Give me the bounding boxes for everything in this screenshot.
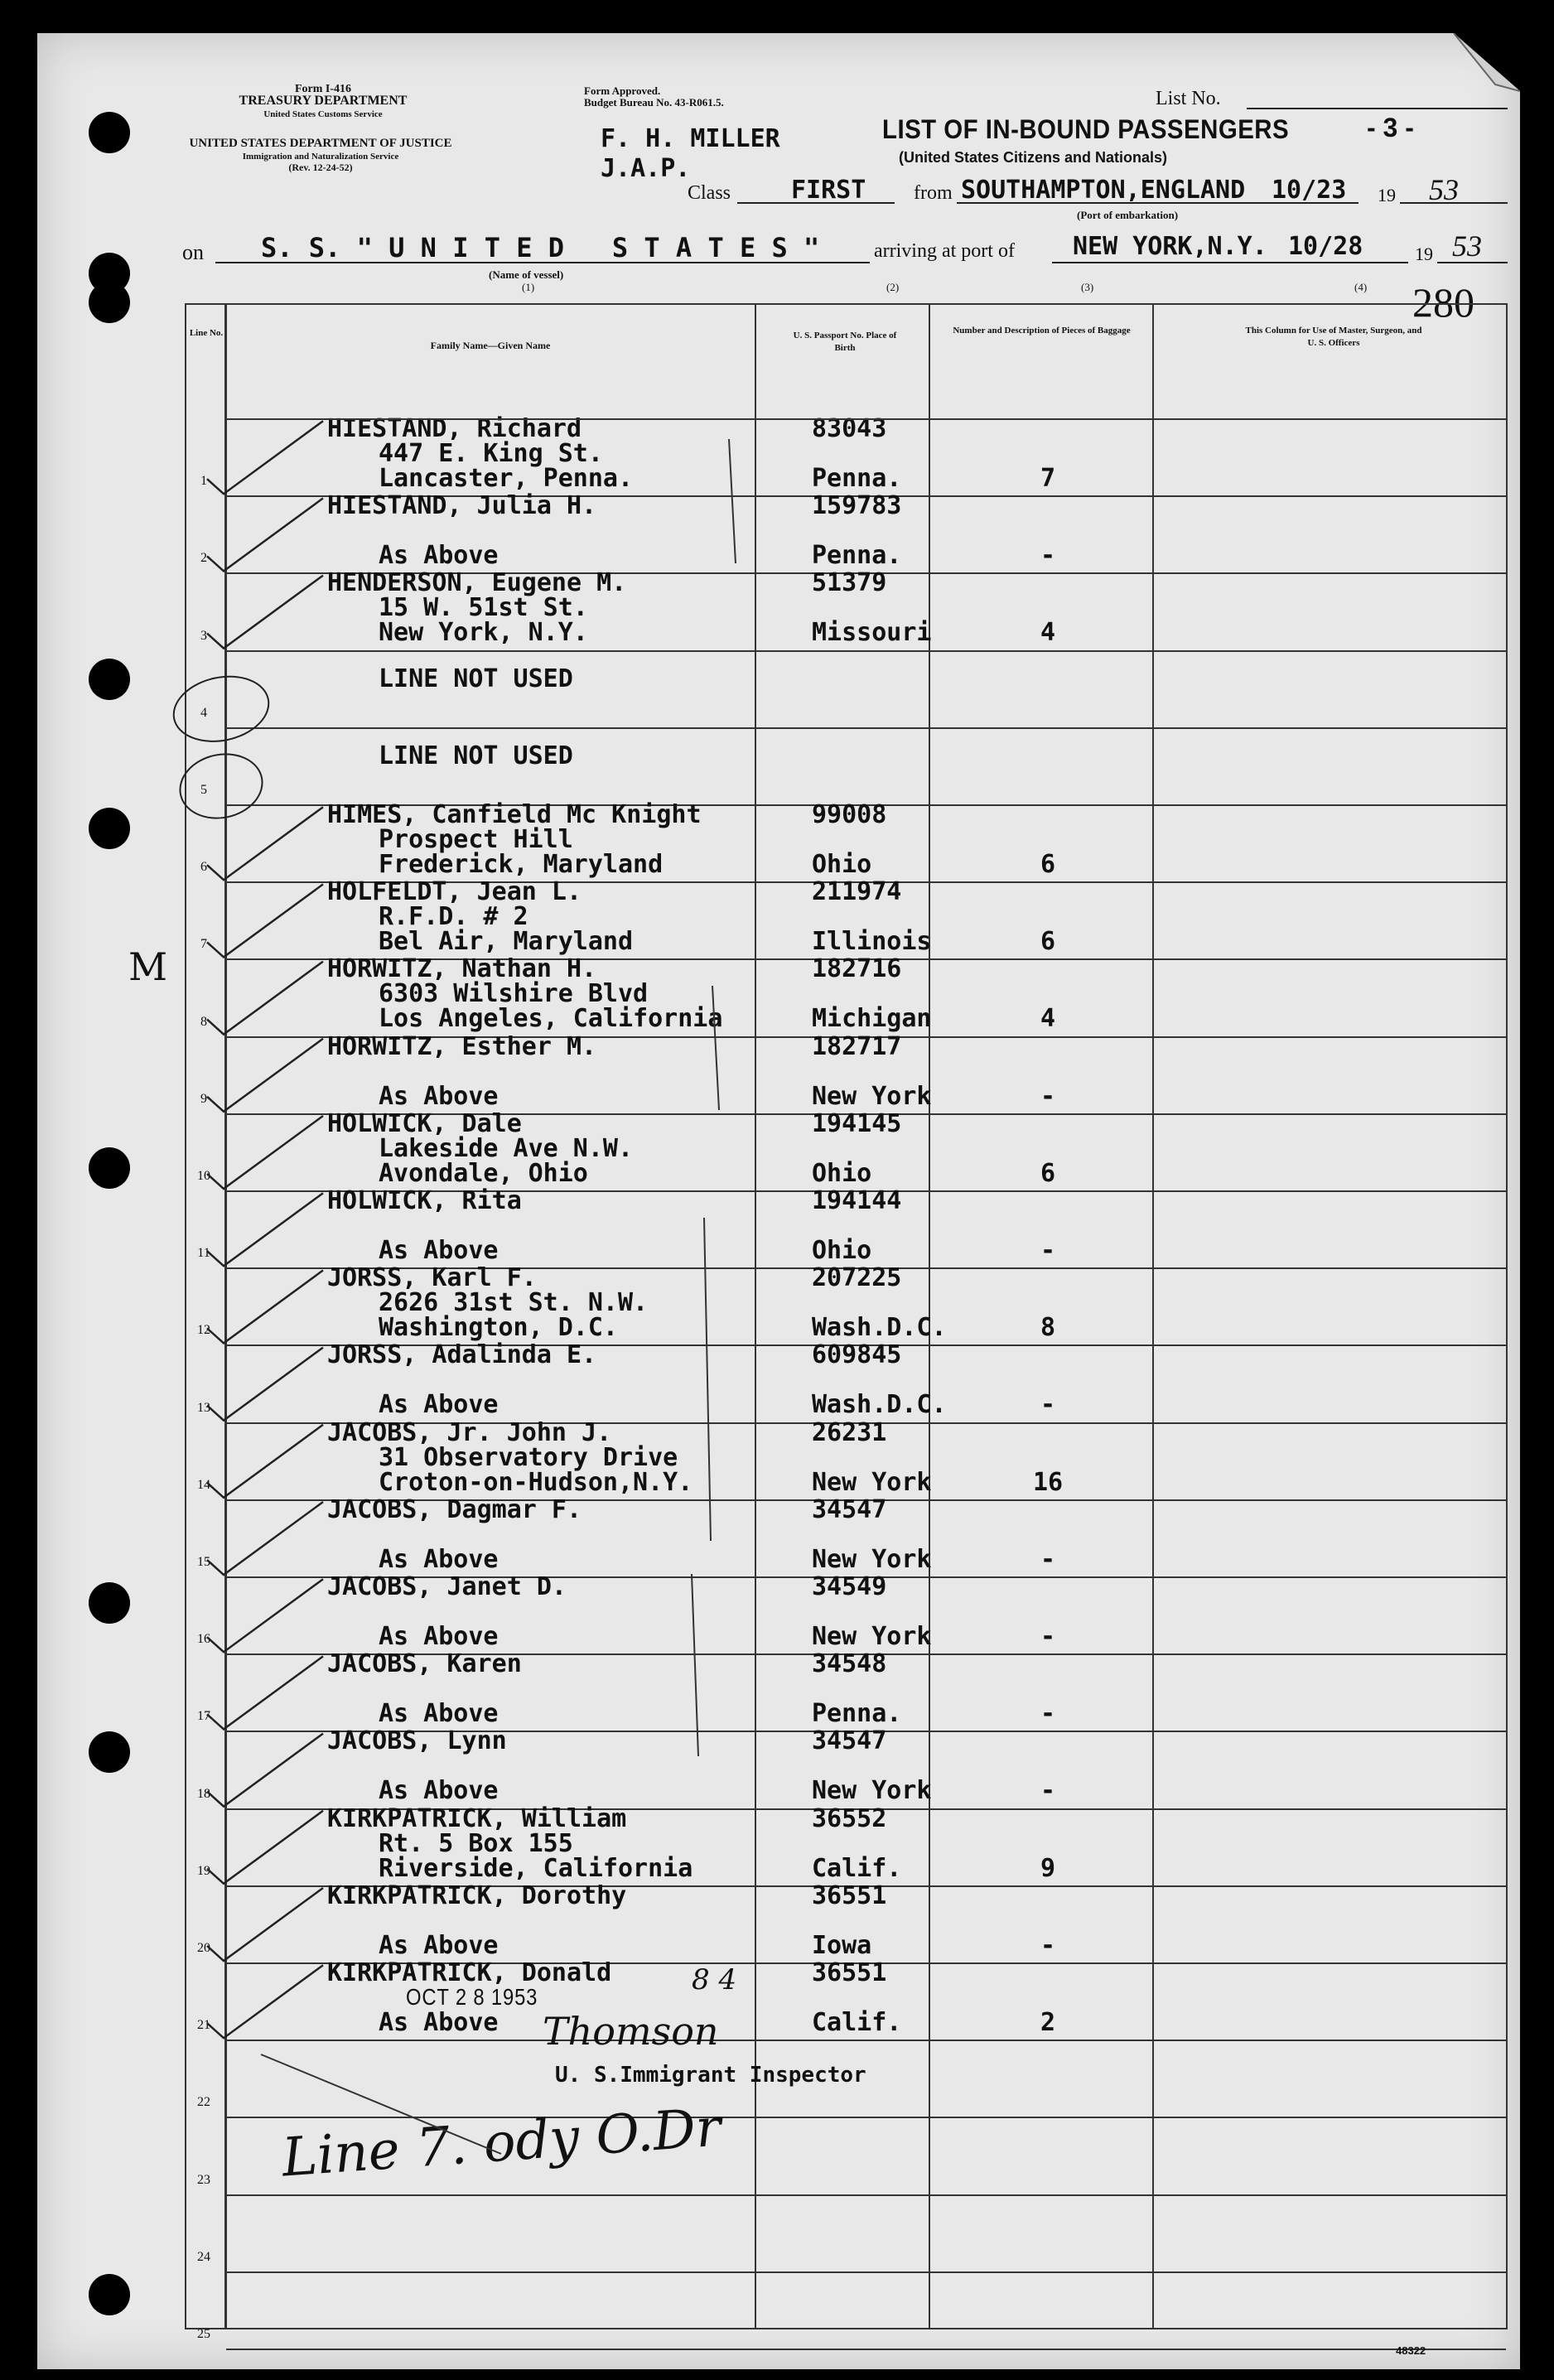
inspector-label: U. S.Immigrant Inspector: [555, 2063, 866, 2088]
class-label: Class: [688, 182, 731, 204]
place-of-birth: Missouri: [812, 618, 932, 648]
column-number-4: (4): [1354, 281, 1368, 293]
passenger-address-2: As Above: [379, 1622, 499, 1651]
passenger-address-2: As Above: [379, 1544, 499, 1574]
passenger-name: HIMES, Canfield Mc Knight: [327, 800, 702, 829]
passenger-address-2: Croton-on-Hudson,N.Y.: [379, 1467, 693, 1497]
check-mark: [207, 576, 323, 649]
check-mark: [207, 1579, 323, 1652]
column-number-1: (1): [522, 281, 535, 293]
vessel-name: S. S. " U N I T E D S T A T E S ": [261, 232, 820, 263]
place-of-birth: New York: [812, 1467, 932, 1497]
baggage-count: 7: [1040, 464, 1056, 493]
baggage-count: -: [1040, 1544, 1056, 1574]
passport-number: 51379: [812, 568, 887, 598]
passenger-address-2: Avondale, Ohio: [379, 1158, 588, 1188]
vessel-caption: (Name of vessel): [489, 268, 564, 281]
check-mark: [207, 1656, 323, 1729]
passenger-address-2: As Above: [379, 1776, 499, 1806]
treasury-dept: TREASURY DEPARTMENT: [239, 94, 408, 108]
line-number: 21: [197, 2018, 210, 2033]
passport-number: 34548: [812, 1649, 887, 1679]
from-label: from: [914, 182, 953, 204]
place-of-birth: Penna.: [812, 541, 902, 571]
baggage-count: -: [1040, 1776, 1056, 1806]
line-number: 2: [200, 551, 207, 566]
place-of-birth: Wash.D.C.: [812, 1390, 947, 1420]
margin-mark: M: [128, 944, 168, 989]
line-number: 4: [200, 705, 207, 720]
check-mark: [207, 1039, 323, 1112]
passport-number: 34549: [812, 1572, 887, 1601]
passenger-name: HIESTAND, Julia H.: [327, 491, 597, 521]
passport-number: 194144: [812, 1186, 902, 1215]
baggage-count: -: [1040, 1622, 1056, 1651]
passenger-name: HENDERSON, Eugene M.: [327, 568, 627, 598]
check-mark: [207, 1425, 323, 1498]
passenger-address-2: Frederick, Maryland: [379, 850, 664, 879]
baggage-count: -: [1040, 1699, 1056, 1729]
baggage-count: 8: [1040, 1313, 1056, 1343]
place-of-birth: New York: [812, 1622, 932, 1651]
cancel-stroke: [261, 2054, 501, 2154]
header-name: Family Name—Given Name: [430, 340, 551, 351]
line-number: 16: [197, 1632, 210, 1647]
line-number: 13: [197, 1400, 210, 1415]
passenger-address-1: LINE NOT USED: [379, 664, 573, 693]
revision: (Rev. 12-24-52): [288, 162, 353, 173]
passenger-address-2: Los Angeles, California: [379, 1004, 723, 1034]
passport-number: 99008: [812, 800, 887, 829]
passenger-address-2: As Above: [379, 541, 499, 571]
line-number: 24: [197, 2249, 210, 2264]
place-of-birth: New York: [812, 1081, 932, 1111]
passenger-address-1: 31 Observatory Drive: [379, 1442, 678, 1472]
passenger-address-2: Washington, D.C.: [379, 1313, 618, 1343]
passenger-address-1: 15 W. 51st St.: [379, 593, 588, 623]
check-mark: [207, 1348, 323, 1421]
passenger-name: JACOBS, Lynn: [327, 1726, 507, 1756]
year-prefix: 19: [1378, 185, 1396, 205]
check-mark: [207, 1193, 323, 1266]
baggage-count: -: [1040, 541, 1056, 571]
baggage-count: 16: [1032, 1467, 1064, 1497]
place-of-birth: Calif.: [812, 1853, 902, 1883]
arrival-port: NEW YORK,N.Y.: [1073, 232, 1267, 261]
place-of-birth: Calif.: [812, 2008, 902, 2037]
place-of-birth: Michigan: [812, 1004, 932, 1034]
baggage-count: 9: [1040, 1853, 1056, 1883]
passport-number: 83043: [812, 414, 887, 443]
passenger-address-2: As Above: [379, 1081, 499, 1111]
place-of-birth: Ohio: [812, 1236, 872, 1265]
circle-mark: [167, 669, 274, 750]
arrival-year: 53: [1452, 229, 1482, 263]
passenger-name: HIESTAND, Richard: [327, 414, 582, 443]
passenger-address-2: As Above: [379, 1236, 499, 1265]
passenger-address-1: 447 E. King St.: [379, 439, 603, 468]
pen-stroke: [712, 986, 719, 1110]
passport-number: 36551: [812, 1880, 887, 1910]
line-number: 12: [197, 1323, 210, 1338]
embark-year: 53: [1429, 173, 1459, 206]
arrival-date: 10/28: [1288, 232, 1363, 261]
passport-number: 26231: [812, 1417, 887, 1447]
line-number: 22: [197, 2095, 210, 2110]
passenger-name: JACOBS, Dagmar F.: [327, 1494, 582, 1524]
place-of-birth: New York: [812, 1776, 932, 1806]
passport-number: 34547: [812, 1726, 887, 1756]
line-number: 18: [197, 1786, 210, 1801]
baggage-count: 4: [1040, 618, 1056, 648]
passenger-address-2: Riverside, California: [379, 1853, 693, 1883]
embark-date: 10/23: [1272, 176, 1347, 205]
line-number: 15: [197, 1555, 210, 1569]
ins-service: Immigration and Naturalization Service: [242, 152, 399, 162]
place-of-birth: New York: [812, 1544, 932, 1574]
passport-number: 182717: [812, 1031, 902, 1061]
manifest-subtitle: (United States Citizens and Nationals): [899, 149, 1168, 166]
on-label: on: [182, 240, 204, 264]
inspector-signature: Thomson: [543, 2009, 719, 2054]
line-number: 14: [197, 1477, 210, 1492]
place-of-birth: Wash.D.C.: [812, 1313, 947, 1343]
line-number: 10: [197, 1169, 210, 1183]
passport-number: 159783: [812, 491, 902, 521]
passenger-name: HOLWICK, Dale: [327, 1108, 522, 1138]
line-number: 1: [200, 474, 207, 489]
passport-number: 182716: [812, 954, 902, 984]
year-prefix: 19: [1415, 244, 1433, 264]
passenger-address-2: Bel Air, Maryland: [379, 927, 634, 957]
passenger-address-1: Lakeside Ave N.W.: [379, 1133, 634, 1163]
passenger-name: KIRKPATRICK, Donald: [327, 1958, 612, 1987]
passenger-address-1: Prospect Hill: [379, 825, 573, 854]
passenger-address-2: As Above: [379, 2008, 499, 2037]
arrival-stamp: OCT 2 8 1953: [406, 1984, 538, 2010]
passenger-name: KIRKPATRICK, William: [327, 1803, 627, 1833]
line-number: 23: [197, 2172, 210, 2187]
port-of-embarkation: SOUTHAMPTON,ENGLAND: [961, 176, 1246, 205]
port-embark-caption: (Port of embarkation): [1077, 209, 1179, 221]
baggage-count: 6: [1040, 1158, 1056, 1188]
arriving-label: arriving at port of: [874, 240, 1015, 262]
list-no-label: List No.: [1156, 88, 1221, 109]
passenger-name: JACOBS, Jr. John J.: [327, 1417, 612, 1447]
justice-dept: UNITED STATES DEPARTMENT OF JUSTICE: [189, 137, 452, 150]
line-number: 19: [197, 1863, 210, 1878]
manifest-title: LIST OF IN-BOUND PASSENGERS: [882, 114, 1290, 144]
check-mark: [207, 962, 323, 1035]
passenger-name: JACOBS, Janet D.: [327, 1572, 567, 1601]
header-line-no: Line No.: [189, 328, 224, 338]
place-of-birth: Ohio: [812, 1158, 872, 1188]
place-of-birth: Penna.: [812, 464, 902, 493]
header-passport: U. S. Passport No. Place of Birth: [793, 331, 897, 353]
column-number-3: (3): [1081, 281, 1094, 293]
circle-mark: [174, 746, 268, 825]
line-number: 9: [200, 1091, 207, 1106]
officer-name: F. H. MILLER: [601, 124, 780, 153]
pen-stroke: [729, 439, 736, 563]
check-mark: [207, 884, 323, 957]
passenger-address-2: New York, N.Y.: [379, 618, 588, 648]
stamp-time: 8 4: [692, 1963, 737, 1996]
passport-number: 211974: [812, 877, 902, 907]
passenger-address-1: 6303 Wilshire Blvd: [379, 979, 649, 1009]
baggage-count: -: [1040, 1081, 1056, 1111]
passenger-address-1: LINE NOT USED: [379, 741, 573, 770]
passport-number: 34547: [812, 1494, 887, 1524]
passenger-address-2: Lancaster, Penna.: [379, 464, 634, 493]
sheet-number: - 3 -: [1367, 113, 1414, 142]
line-number: 3: [200, 628, 207, 643]
passport-number: 609845: [812, 1340, 902, 1370]
officer-initials: J.A.P.: [601, 154, 691, 183]
line-number: 7: [200, 937, 207, 952]
line-number: 11: [197, 1246, 210, 1261]
passport-number: 207225: [812, 1263, 902, 1293]
check-mark: [207, 1270, 323, 1343]
header-officers: This Column for Use of Master, Surgeon, and U. S. Officers: [1245, 326, 1422, 348]
line-number: 8: [200, 1014, 207, 1029]
check-mark: [207, 421, 323, 494]
handwritten-note: Line 7. ody O.Dr: [280, 2097, 723, 2189]
place-of-birth: Iowa: [812, 1930, 872, 1960]
check-mark: [207, 498, 323, 571]
check-mark: [207, 1888, 323, 1961]
column-number-2: (2): [886, 281, 900, 293]
class-value: FIRST: [791, 176, 866, 205]
check-mark: [207, 1734, 323, 1807]
line-number: 25: [197, 2327, 210, 2341]
passenger-address-1: 2626 31st St. N.W.: [379, 1288, 649, 1318]
check-mark: [207, 1965, 323, 2038]
form-number: Form I-416: [294, 83, 352, 95]
baggage-count: -: [1040, 1390, 1056, 1420]
line-number: 5: [200, 783, 207, 797]
check-marks: [37, 33, 1520, 2369]
passport-number: 194145: [812, 1108, 902, 1138]
place-of-birth: Ohio: [812, 850, 872, 879]
baggage-count: 2: [1040, 2008, 1056, 2037]
budget-bureau: Budget Bureau No. 43-R061.5.: [584, 96, 724, 109]
page-number: 280: [1412, 279, 1474, 326]
baggage-count: -: [1040, 1236, 1056, 1265]
place-of-birth: Illinois: [812, 927, 932, 957]
passenger-address-2: As Above: [379, 1930, 499, 1960]
passenger-address-1: Rt. 5 Box 155: [379, 1828, 573, 1858]
passenger-address-1: R.F.D. # 2: [379, 902, 528, 932]
baggage-count: 6: [1040, 927, 1056, 957]
passenger-name: HOLFELDT, Jean L.: [327, 877, 582, 907]
check-mark: [207, 1502, 323, 1575]
passport-number: 36552: [812, 1803, 887, 1833]
passenger-name: KIRKPATRICK, Dorothy: [327, 1880, 627, 1910]
customs-service: United States Customs Service: [263, 109, 383, 119]
passenger-name: HORWITZ, Esther M.: [327, 1031, 597, 1061]
pen-stroke: [692, 1574, 698, 1756]
passenger-address-2: As Above: [379, 1390, 499, 1420]
passenger-address-2: As Above: [379, 1699, 499, 1729]
manifest-page: [37, 33, 1520, 2369]
passenger-name: JACOBS, Karen: [327, 1649, 522, 1679]
place-of-birth: Penna.: [812, 1699, 902, 1729]
passenger-name: JORSS, Adalinda E.: [327, 1340, 597, 1370]
check-mark: [207, 1116, 323, 1189]
passenger-name: HORWITZ, Nathan H.: [327, 954, 597, 984]
line-number: 6: [200, 860, 207, 875]
baggage-count: -: [1040, 1930, 1056, 1960]
form-approved: Form Approved.: [584, 84, 661, 97]
line-number: 17: [197, 1709, 210, 1724]
form-code: 48322: [1396, 2344, 1426, 2357]
passenger-name: HOLWICK, Rita: [327, 1186, 522, 1215]
passport-number: 36551: [812, 1958, 887, 1987]
baggage-count: 4: [1040, 1004, 1056, 1034]
pen-stroke: [704, 1218, 711, 1541]
passenger-name: JORSS, Karl F.: [327, 1263, 537, 1293]
baggage-count: 6: [1040, 850, 1056, 879]
line-number: 20: [197, 1941, 210, 1955]
header-baggage: Number and Description of Pieces of Baggage: [953, 326, 1131, 336]
check-mark: [207, 1811, 323, 1884]
